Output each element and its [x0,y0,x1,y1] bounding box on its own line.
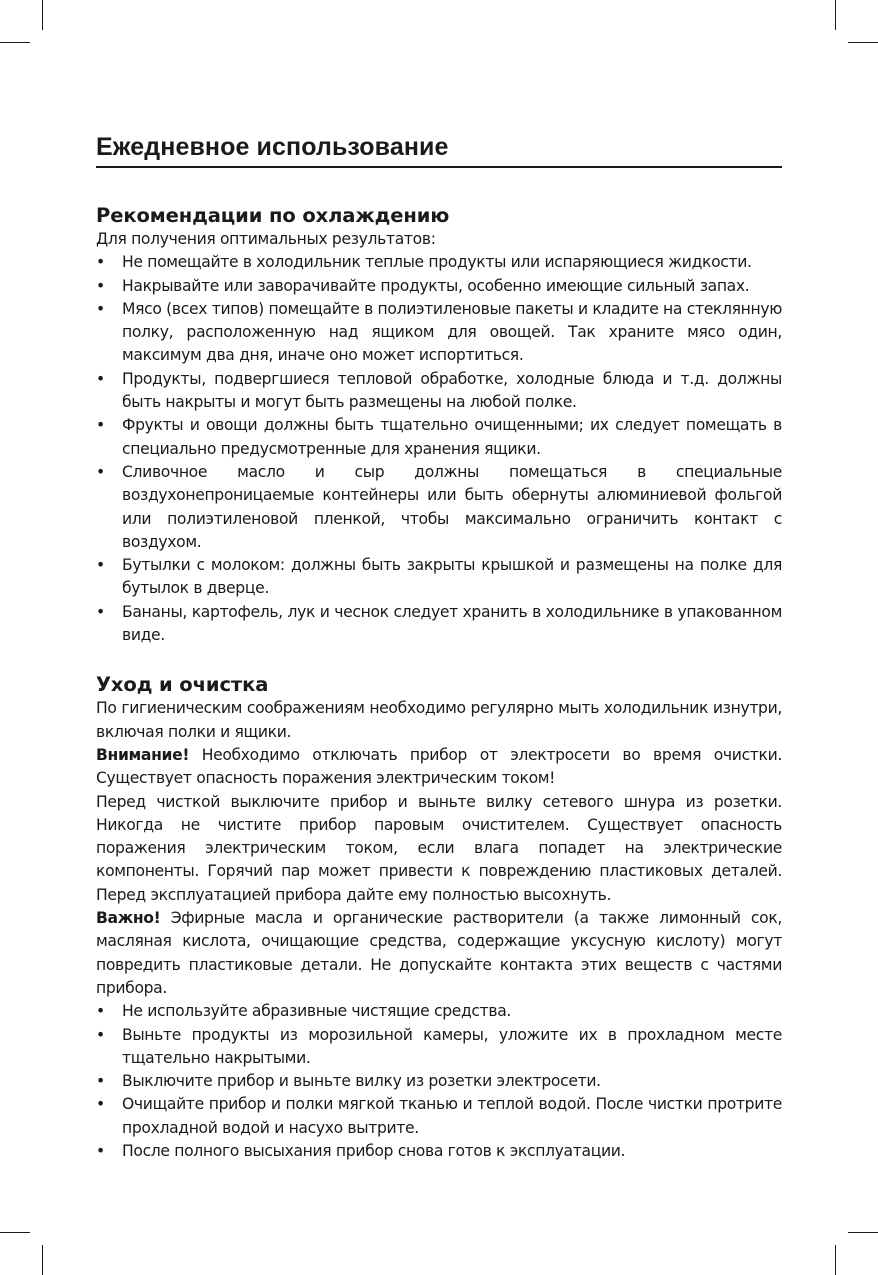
list-item-text: Продукты, подвергшиеся тепловой обработке, холодные блюда и т.д. должны быть накрыты и могут быть размещены на любой полке. [122,369,782,412]
bullet-icon: • [96,1072,105,1091]
important-text: Эфирные масла и органические растворители (а также лимонный сок, масляная кислота, очищающие средства, содержащие уксусную кислоту) могут повредить пластиковые детали. Не допускайте контакта этих веществ с частями прибора. [96,909,782,997]
list-item-text: Бананы, картофель, лук и чеснок следует хранить в холодильнике в упакованном виде. [122,602,782,645]
list-item-text: Не используйте абразивные чистящие средства. [122,1002,512,1021]
list-item [96,1140,782,1163]
bullet-icon: • [96,416,105,435]
list-item [96,298,782,368]
list-item [96,601,782,648]
care-paragraph-cleaning: Перед чисткой выключите прибор и выньте вилку сетевого шнура из розетки. Никогда не чистите прибор паровым очистителем. Существует опасность поражения электрическим током, если влага попадет на электрические компоненты. Горячий пар может привести к повреждению пластиковых деталей. Перед эксплуатацией прибора дайте ему полностью высохнуть. [96,792,782,904]
list-item-text: Выключите прибор и выньте вилку из розетки электросети. [122,1072,601,1091]
list-item [96,1000,782,1023]
list-item [96,275,782,298]
list-item [96,1093,782,1140]
list-item [96,554,782,601]
list-item-text: Накрывайте или заворачивайте продукты, особенно имеющие сильный запах. [122,276,750,295]
cooling-section [96,203,782,647]
bullet-icon: • [96,556,105,575]
list-item [96,1070,782,1093]
bullet-icon: • [96,253,105,272]
crop-mark-bottom-right-v [835,1245,836,1275]
warning-label: Внимание! [96,745,190,764]
care-important-paragraph [96,907,782,1000]
care-heading: Уход и очистка [96,673,269,697]
bullet-icon: • [96,299,105,318]
crop-mark-top-left-v [42,0,43,30]
bullet-icon: • [96,1095,105,1114]
bullet-icon: • [96,1002,105,1021]
list-item [96,368,782,415]
bullet-icon: • [96,1025,105,1044]
list-item [96,251,782,274]
list-item [96,1024,782,1071]
cooling-intro: Для получения оптимальных результатов: [96,230,436,248]
list-item-text: Мясо (всех типов) помещайте в полиэтиленовые пакеты и кладите на стеклянную полку, расположенную над ящиком для овощей. Так храните мясо один, максимум два дня, иначе оно может испортиться. [122,299,782,365]
crop-mark-bottom-left-v [42,1245,43,1275]
document-body [96,203,782,1163]
page-title: Ежедневное использование [96,133,449,161]
title-divider [96,166,782,168]
list-item [96,461,782,554]
cooling-list [96,251,782,647]
list-item [96,414,782,461]
list-item-text: Бутылки с молоком: должны быть закрыты крышкой и размещены на полке для бутылок в дверце. [122,556,782,598]
bullet-icon: • [96,276,105,295]
crop-mark-top-left-h [0,42,30,43]
bullet-icon: • [96,369,105,388]
care-section [96,672,782,1163]
warning-text: Необходимо отключать прибор от электросети во время очистки. Существует опасность поражения электрическим током! [96,745,782,788]
crop-mark-bottom-right-h [848,1232,878,1233]
list-item-text: Сливочное масло и сыр должны помещаться в специальные воздухонепроницаемые контейнеры или быть обернуты алюминиевой фольгой или полиэтиленовой пленкой, чтобы максимально ограничить контакт с воздухом. [122,462,782,551]
care-paragraph-hygiene: По гигиеническим соображениям необходимо регулярно мыть холодильник изнутри, включая полки и ящики. [96,699,782,741]
cooling-heading: Рекомендации по охлаждению [96,204,450,227]
crop-mark-bottom-left-h [0,1232,30,1233]
list-item-text: Очищайте прибор и полки мягкой тканью и теплой водой. После чистки протрите прохладной водой и насухо вытрите. [122,1095,782,1137]
list-item-text: Фрукты и овощи должны быть тщательно очищенными; их следует помещать в специально предусмотренные для хранения ящики. [122,416,782,458]
list-item-text: После полного высыхания прибор снова готов к эксплуатации. [122,1141,626,1160]
important-label: Важно! [96,909,161,928]
crop-mark-top-right-v [835,0,836,30]
list-item-text: Не помещайте в холодильник теплые продукты или испаряющиеся жидкости. [122,253,752,272]
bullet-icon: • [96,462,105,481]
list-item-text: Выньте продукты из морозильной камеры, уложите их в прохладном месте тщательно накрытыми. [122,1025,782,1067]
care-warning-paragraph [96,744,782,791]
care-list [96,1000,782,1163]
bullet-icon: • [96,602,105,621]
crop-mark-top-right-h [848,42,878,43]
bullet-icon: • [96,1141,105,1160]
